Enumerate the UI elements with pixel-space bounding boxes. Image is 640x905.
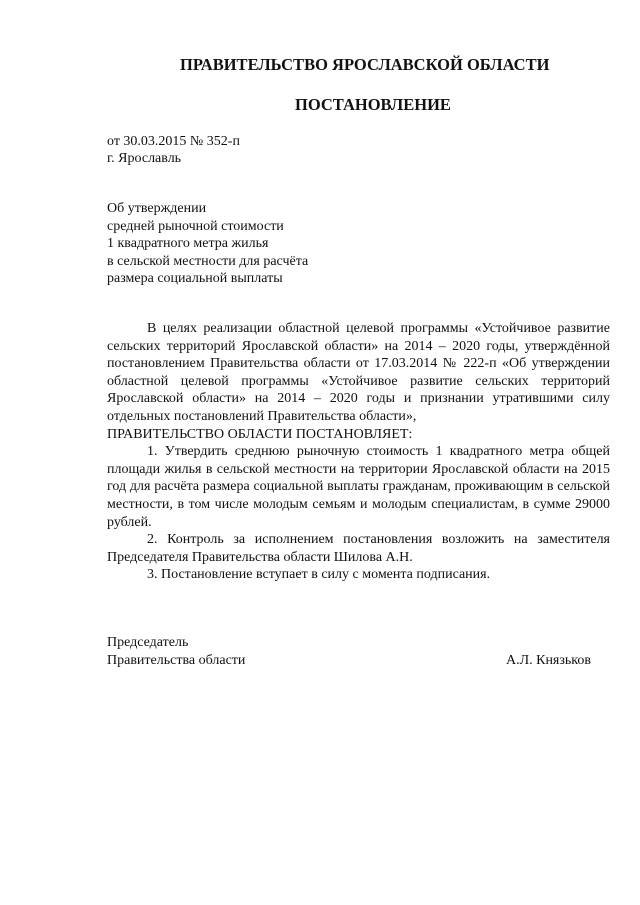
document-meta bbox=[107, 133, 240, 167]
subject-line: средней рыночной стоимости bbox=[107, 218, 284, 234]
item-3: 3. Постановление вступает в силу с момента подписания. bbox=[147, 567, 491, 583]
signature-block bbox=[107, 634, 591, 670]
document-subject bbox=[107, 200, 308, 288]
item-1: 1. Утвердить среднюю рыночную стоимость 1 квадратного метра общей площади жилья в сельской местности на территории Ярославской области на 2015 год для расчёта размера социальной выплаты гражданам, проживающим в сельской местности, в том числе молодым семьям и молодым специалистам, в сумме 29000 рублей. bbox=[107, 444, 610, 530]
document-body bbox=[107, 320, 610, 584]
subject-line: Об утверждении bbox=[107, 201, 207, 216]
subject-line: в сельской местности для расчёта bbox=[107, 253, 309, 269]
signatory-position-line-2: Правительства области bbox=[107, 653, 246, 668]
city: г. Ярославль bbox=[107, 151, 182, 166]
document-type: ПОСТАНОВЛЕНИЕ bbox=[295, 95, 451, 114]
signature-row bbox=[107, 652, 591, 670]
signatory-position-line-1: Председатель bbox=[107, 635, 189, 650]
preamble-paragraph: В целях реализации областной целевой программы «Устойчивое развитие сельских территорий Ярославской области» на 2014 – 2020 годы, утверждённой постановлением Правительства области от 17.03.2014 № 222-п «Об утверждении областной целевой программы «Устойчивое развитие сельских территорий Ярославской области» на 2014 – 2020 годы и признании утратившими силу отдельных постановлений Правительства области», bbox=[107, 321, 610, 424]
subject-line: размера социальной выплаты bbox=[107, 271, 283, 286]
date-number: от 30.03.2015 № 352-п bbox=[107, 134, 240, 149]
government-title: ПРАВИТЕЛЬСТВО ЯРОСЛАВСКОЙ ОБЛАСТИ bbox=[180, 55, 550, 74]
signatory-name: А.Л. Князьков bbox=[506, 653, 591, 668]
resolution-heading: ПРАВИТЕЛЬСТВО ОБЛАСТИ ПОСТАНОВЛЯЕТ: bbox=[107, 426, 413, 442]
subject-line: 1 квадратного метра жилья bbox=[107, 236, 269, 251]
item-2: 2. Контроль за исполнением постановления возложить на заместителя Председателя Правительства области Шилова А.Н. bbox=[107, 532, 610, 565]
